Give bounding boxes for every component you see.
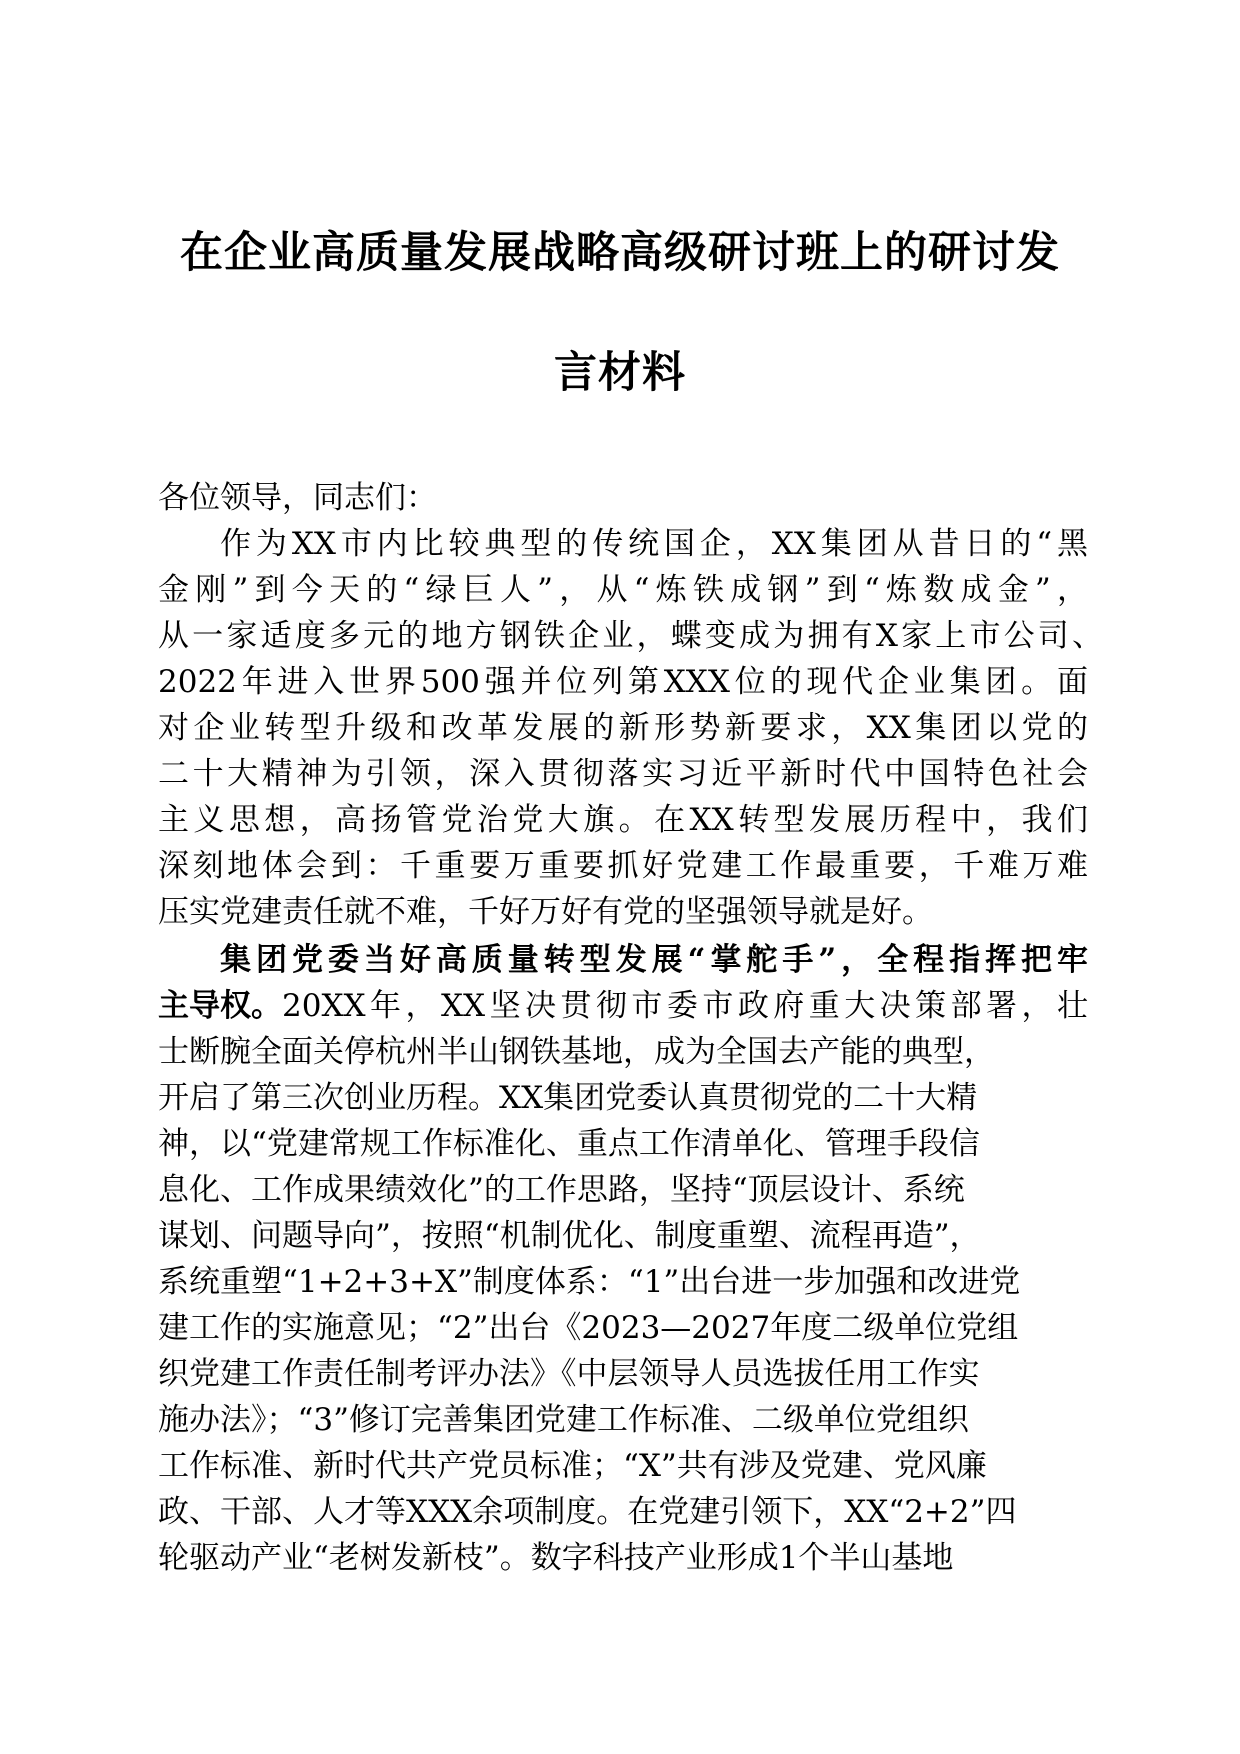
paragraph2-heading-continuation <box>158 984 1088 1028</box>
paragraph2-line: 工作标准、新时代共产党员标准；“X”共有涉及党建、党风廉 <box>158 1448 987 1484</box>
paragraph2-line: 息化、工作成果绩效化”的工作思路，坚持“顶层设计、系统 <box>158 1172 965 1208</box>
paragraph2-line: 开启了第三次创业历程。XX集团党委认真贯彻党的二十大精 <box>158 1080 978 1116</box>
paragraph2-heading-end: 主导权。 <box>158 988 282 1024</box>
paragraph1-line: 压实党建责任就不难，千好万好有党的坚强领导就是好。 <box>158 894 933 930</box>
paragraph2-heading: 集团党委当好高质量转型发展“掌舵手”，全程指挥把牢 <box>220 942 1088 978</box>
paragraph2-line: 神，以“党建常规工作标准化、重点工作清单化、管理手段信 <box>158 1126 980 1162</box>
paragraph2-line: 织党建工作责任制考评办法》《中层领导人员选拔任用工作实 <box>158 1356 980 1392</box>
paragraph2-line: 轮驱动产业“老树发新枝”。数字科技产业形成1个半山基地 <box>158 1540 954 1576</box>
paragraph1-line: 从一家适度多元的地方钢铁企业，蝶变成为拥有X家上市公司、 <box>158 618 1103 654</box>
paragraph1-line: 2022年进入世界500强并位列第XXX位的现代企业集团。面 <box>158 664 1088 700</box>
paragraph2-text-start: 20XX年，XX坚决贯彻市委市政府重大决策部署，壮 <box>282 988 1088 1024</box>
document-title-line-2: 言材料 <box>554 348 686 398</box>
paragraph1-line: 金刚”到今天的“绿巨人”，从“炼铁成钢”到“炼数成金”， <box>158 572 1088 608</box>
salutation: 各位领导，同志们： <box>158 480 437 516</box>
paragraph1-line: 主义思想，高扬管党治党大旗。在XX转型发展历程中，我们 <box>158 802 1088 838</box>
document-title-line-1: 在企业高质量发展战略高级研讨班上的研讨发 <box>180 228 1060 278</box>
paragraph2-line: 政、干部、人才等XXX余项制度。在党建引领下，XX“2+2”四 <box>158 1494 1017 1530</box>
paragraph2-line: 施办法》；“3”修订完善集团党建工作标准、二级单位党组织 <box>158 1402 969 1438</box>
paragraph2-line: 建工作的实施意见；“2”出台《2023—2027年度二级单位党组 <box>158 1310 1019 1346</box>
paragraph1-line: 作为XX市内比较典型的传统国企，XX集团从昔日的“黑 <box>220 526 1088 562</box>
paragraph2-line: 系统重塑“1+2+3+X”制度体系：“1”出台进一步加强和改进党 <box>158 1264 1021 1300</box>
paragraph1-line: 对企业转型升级和改革发展的新形势新要求，XX集团以党的 <box>158 710 1088 746</box>
paragraph1-line: 深刻地体会到：千重要万重要抓好党建工作最重要，千难万难 <box>158 848 1088 884</box>
paragraph1-line: 二十大精神为引领，深入贯彻落实习近平新时代中国特色社会 <box>158 756 1088 792</box>
paragraph2-line: 士断腕全面关停杭州半山钢铁基地，成为全国去产能的典型， <box>158 1034 995 1070</box>
paragraph2-line: 谋划、问题导向”，按照“机制优化、制度重塑、流程再造”， <box>158 1218 981 1254</box>
